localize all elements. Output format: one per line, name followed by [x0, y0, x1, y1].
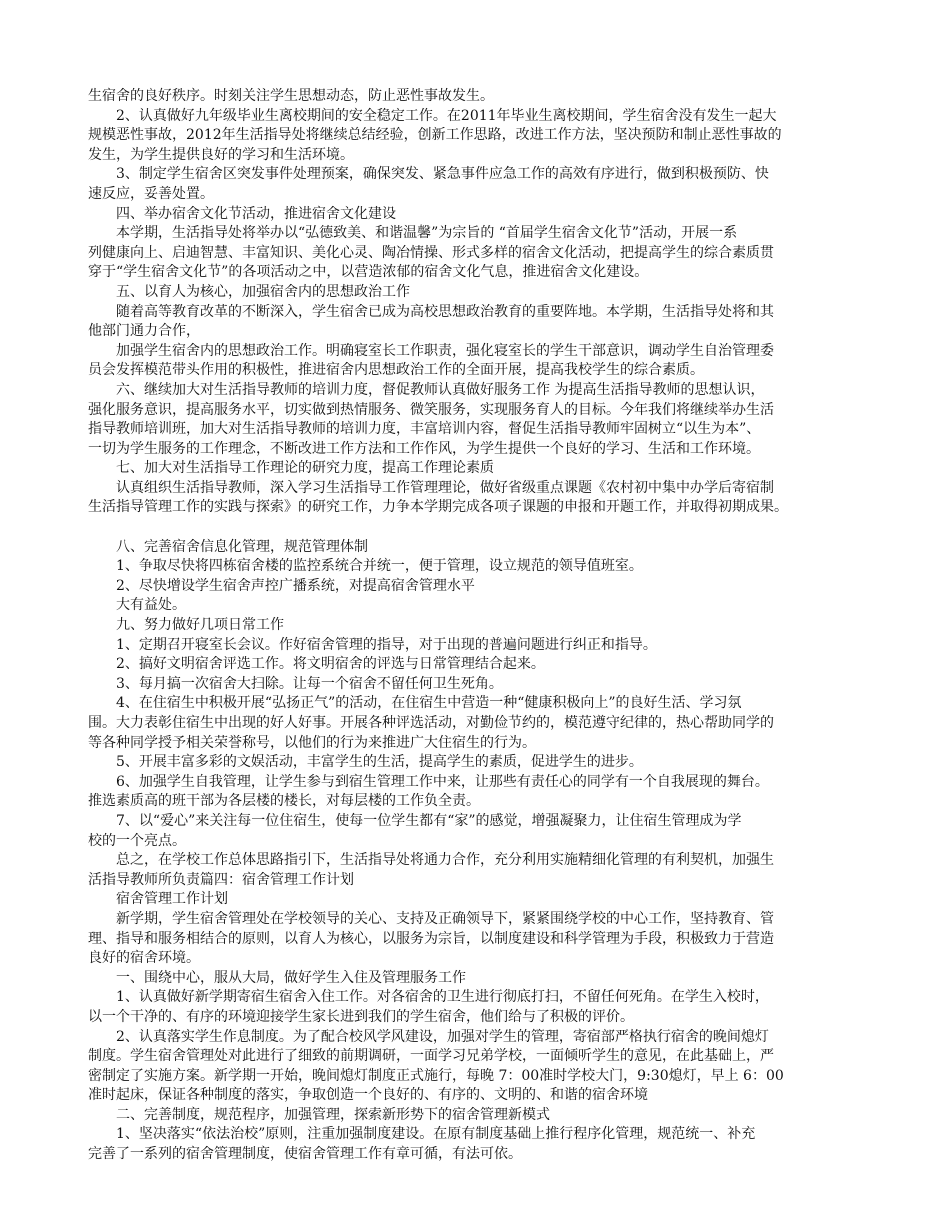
text-line: 他部门通力合作，	[88, 323, 200, 340]
text-line: 总之，在学校工作总体思路指引下，生活指导处将通力合作，充分利用实施精细化管理的有利契机，加强生	[116, 852, 774, 869]
text-line: 加强学生宿舍内的思想政治工作。明确寝室长工作职责，强化寝室长的学生干部意识，调动学生自治管理委	[116, 342, 774, 359]
text-line: 1、定期召开寝室长会议。作好宿舍管理的指导，对于出现的普遍问题进行纠正和指导。	[116, 636, 657, 653]
text-line: 指导教师培训班，加大对生活指导教师的培训力度，丰富培训内容，督促生活指导教师牢固树立“以生为本”、	[88, 421, 761, 438]
section-heading: 六、继续加大对生活指导教师的培训力度，督促教师认真做好服务工作 为提高生活指导教师的思想认识，	[116, 381, 765, 398]
text-line: 7、以“爱心”来关注每一位住宿生，使每一位学生都有“家”的感觉，增强凝聚力，让住宿生管理成为学	[116, 812, 742, 829]
document-title: 宿舍管理工作计划	[116, 891, 228, 908]
text-line: 良好的宿舍环境。	[88, 950, 200, 967]
text-line: 2、认真落实学生作息制度。为了配合校风学风建设，加强对学生的管理，寄宿部严格执行宿舍的晚间熄灯	[116, 1028, 769, 1045]
section-heading: 八、完善宿舍信息化管理，规范管理体制	[116, 538, 368, 555]
text-line: 速反应，妥善处置。	[88, 185, 214, 202]
text-line: 生活指导管理工作的实践与探索》的研究工作，力争本学期完成各项子课题的申报和开题工作，并取得初期成果。	[88, 499, 788, 516]
text-line: 生宿舍的良好秩序。时刻关注学生思想动态，防止恶性事故发生。	[88, 88, 494, 104]
text-line: 员会发挥模范带头作用的积极性，推进宿舍内思想政治工作的全面开展，提高我校学生的综合素质。	[88, 362, 704, 379]
section-heading: 五、以育人为核心，加强宿舍内的思想政治工作	[116, 283, 410, 300]
text-line: 制度。学生宿舍管理处对此进行了细致的前期调研，一面学习兄弟学校，一面倾听学生的意见，在此基础上，严	[88, 1048, 774, 1065]
text-line: 围。大力表彰住宿生中出现的好人好事。开展各种评选活动，对勤俭节约的，模范遵守纪律的，热心帮助同学的	[88, 715, 774, 731]
text-line: 2、认真做好九年级毕业生离校期间的安全稳定工作。在2011年毕业生离校期间，学生宿舍没有发生一起大	[116, 107, 777, 124]
section-heading: 二、完善制度，规范程序，加强管理，探索新形势下的宿舍管理新模式	[116, 1106, 550, 1123]
text-line: 校的一个亮点。	[88, 832, 186, 849]
text-line: 4、在住宿生中积极开展“弘扬正气”的活动，在住宿生中营造一种“健康积极向上”的良好生活、学习氛	[116, 695, 742, 712]
text-line: 大有益处。	[116, 597, 186, 614]
text-line: 强化服务意识，提高服务水平，切实做到热情服务、微笑服务，实现服务育人的目标。今年我们将继续举办生活	[88, 401, 774, 418]
text-line: 以一个干净的、有序的环境迎接学生家长进到我们的学生宿舍，他们给与了积极的评价。	[88, 1008, 634, 1025]
text-line: 1、坚决落实“依法治校”原则，注重加强制度建设。在原有制度基础上推行程序化管理，规范统一、补充	[116, 1126, 756, 1143]
text-line: 1、争取尽快将四栋宿舍楼的监控系统合并统一，便于管理，设立规范的领导值班室。	[116, 558, 643, 575]
text-line: 一切为学生服务的工作理念，不断改进工作方法和工作作风，为学生提供一个良好的学习、生活和工作环境。	[88, 440, 760, 457]
text-line: 穿于“学生宿舍文化节”的各项活动之中，以营造浓郁的宿舍文化气息，推进宿舍文化建设。	[88, 264, 649, 281]
text-line: 新学期，学生宿舍管理处在学校领导的关心、支持及正确领导下，紧紧围绕学校的中心工作，坚持教育、管	[116, 910, 774, 927]
text-line: 推选素质高的班干部为各层楼的楼长，对每层楼的工作负全责。	[88, 793, 480, 810]
text-line: 5、开展丰富多彩的文娱活动，丰富学生的生活，提高学生的素质，促进学生的进步。	[116, 754, 643, 771]
document-page	[88, 87, 858, 1165]
text-line: 认真组织生活指导教师，深入学习生活指导工作管理理论，做好省级重点课题《农村初中集中办学后寄宿制	[116, 479, 774, 496]
text-line: 等各种同学授予相关荣誉称号，以他们的行为来推进广大住宿生的行为。	[88, 734, 536, 751]
text-line: 准时起床，保证各种制度的落实，争取创造一个良好的、有序的、文明的、和谐的宿舍环境	[88, 1087, 648, 1104]
text-line: 1、认真做好新学期寄宿生宿舍入住工作。对各宿舍的卫生进行彻底打扫，不留任何死角。在学生入校时，	[116, 989, 769, 1006]
text-line: 活指导教师所负责篇四：宿舍管理工作计划	[88, 871, 354, 888]
section-heading: 九、努力做好几项日常工作	[116, 617, 284, 634]
text-line: 随着高等教育改革的不断深入，学生宿舍已成为高校思想政治教育的重要阵地。本学期，生活指导处将和其	[116, 303, 774, 320]
section-heading: 七、加大对生活指导工作理论的研究力度，提高工作理论素质	[116, 460, 494, 477]
text-line: 2、搞好文明宿舍评选工作。将文明宿舍的评选与日常管理结合起来。	[116, 656, 545, 673]
section-heading: 四、举办宿舍文化节活动，推进宿舍文化建设	[116, 205, 396, 222]
text-line: 本学期，生活指导处将举办以“弘德致美、和谐温馨”为宗旨的 “首届学生宿舍文化节”活动，开展一系	[116, 225, 738, 242]
text-line: 理、指导和服务相结合的原则，以育人为核心，以服务为宗旨，以制度建设和科学管理为手段，积极致力于营造	[88, 930, 774, 947]
text-line: 密制定了实施方案。新学期一开始，晚间熄灯制度正式施行，每晚 7：00准时学校大门，9:30熄灯，早上 6：00	[88, 1067, 784, 1084]
text-line: 规模恶性事故，2012年生活指导处将继续总结经验，创新工作思路，改进工作方法，坚决预防和制止恶性事故的	[88, 127, 782, 144]
text-line: 6、加强学生自我管理，让学生参与到宿生管理工作中来，让那些有责任心的同学有一个自我展现的舞台。	[116, 773, 769, 790]
text-line: 发生，为学生提供良好的学习和生活环境。	[88, 146, 354, 163]
text-line: 2、尽快增设学生宿舍声控广播系统，对提高宿舍管理水平	[116, 577, 475, 594]
text-line: 列健康向上、启迪智慧、丰富知识、美化心灵、陶冶情操、形式多样的宿舍文化活动，把提高学生的综合素质贯	[88, 244, 774, 261]
blank-line	[88, 518, 858, 538]
text-line: 3、每月搞一次宿舍大扫除。让每一个宿舍不留任何卫生死角。	[116, 675, 503, 692]
text-line: 完善了一系列的宿舍管理制度，使宿舍管理工作有章可循，有法可依。	[88, 1146, 522, 1163]
section-heading: 一、围绕中心，服从大局，做好学生入住及管理服务工作	[116, 969, 466, 986]
text-line: 3、制定学生宿舍区突发事件处理预案，确保突发、紧急事件应急工作的高效有序进行，做到积极预防、快	[116, 166, 769, 183]
